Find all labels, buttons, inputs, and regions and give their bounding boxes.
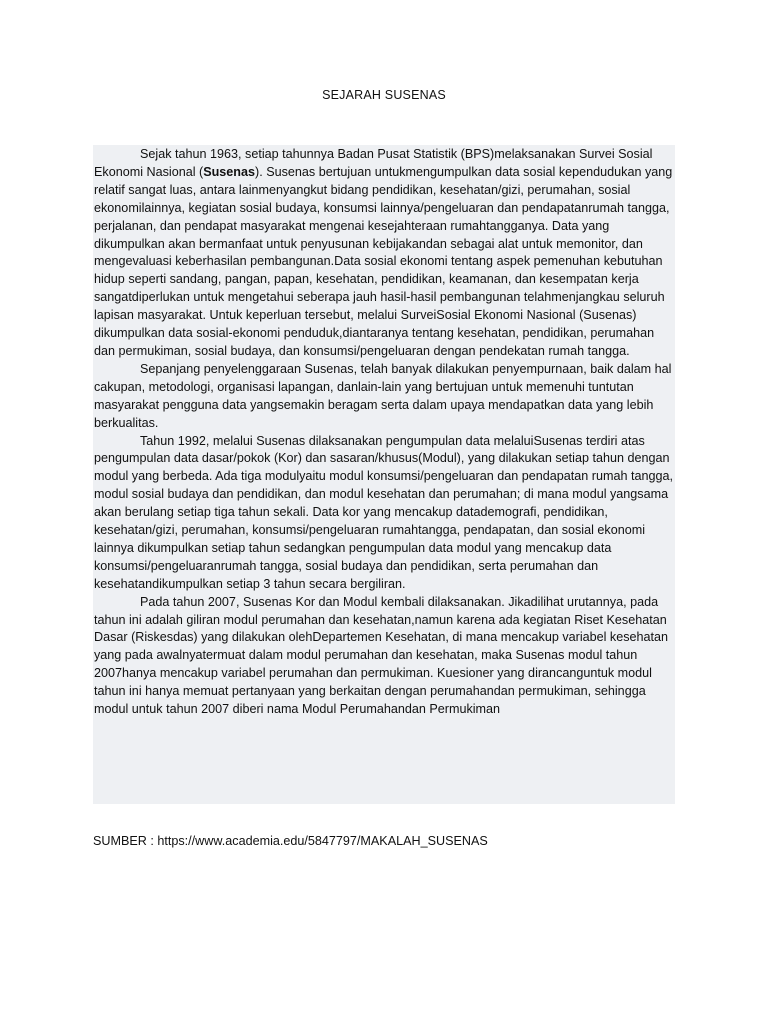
body-text: [94, 146, 676, 719]
paragraph-1-part-2: ). Susenas bertujuan untukmengumpulkan data sosial kependudukan yang relatif sangat luas, antara lainmenyangkut bidang pendidikan, kesehatan/gizi, perumahan, sosial ekonomilainnya, kegiatan sosial budaya, konsumsi lainnya/pengeluaran dan pendapatanrumah tangga, perjalanan, dan pendapat masyarakat mengenai kesejahteraan rumahtangganya. Data yang dikumpulkan akan bermanfaat untuk penyusunan kebijakandan sebagai alat untuk memonitor, dan mengevaluasi keberhasilan pembangunan.Data sosial ekonomi tentang aspek pemenuhan kebutuhan hidup seperti sandang, pangan, papan, kesehatan, pendidikan, keamanan, dan kesempatan kerja sangatdiperlukan untuk mengetahui seberapa jauh hasil-hasil pembangunan telahmenjangkau seluruh lapisan masyarakat. Untuk keperluan tersebut, melalui SurveiSosial Ekonomi Nasional (Susenas) dikumpulkan data sosial-ekonomi penduduk,diantaranya tentang kesehatan, pendidikan, perumahan dan permukiman, sosial budaya, dan konsumsi/pengeluaran dengan pendekatan rumah tangga.: [94, 164, 673, 358]
paragraph-1-part-1: Sejak tahun 1963, setiap tahunnya Badan Pusat Statistik (BPS)melaksanakan Survei Sosial Ekonomi Nasional (: [94, 147, 653, 179]
paragraph-3: Tahun 1992, melalui Susenas dilaksanakan pengumpulan data melaluiSusenas terdiri atas pengumpulan data dasar/pokok (Kor) dan sasaran/khusus(Modul), yang dilakukan setiap tahun dengan modul yang berbeda. Ada tiga modulyaitu modul konsumsi/pengeluaran dan pendapatan rumah tangga, modul sosial budaya dan pendidikan, dan modul kesehatan dan perumahan; di mana modul yangsama akan berulang setiap tiga tahun sekali. Data kor yang mencakup datademografi, pendidikan, kesehatan/gizi, perumahan, konsumsi/pengeluaran rumahtangga, pendapatan, dan sosial ekonomi lainnya dikumpulkan setiap tahun sedangkan pengumpulan data modul yang mencakup data konsumsi/pengeluaranrumah tangga, sosial budaya dan pendidikan, serta perumahan dan kesehatandikumpulkan setiap 3 tahun secara bergiliran.: [94, 433, 674, 591]
document-title: SEJARAH SUSENAS: [322, 88, 446, 102]
paragraph-1: [94, 146, 676, 361]
paragraph-4: Pada tahun 2007, Susenas Kor dan Modul kembali dilaksanakan. Jikadilihat urutannya, pada tahun ini adalah giliran modul perumahan dan kesehatan,namun karena ada kegiatan Riset Kesehatan Dasar (Riskesdas) yang dilakukan olehDepartemen Kesehatan, di mana mencakup variabel kesehatan yang pada awalnyatermuat dalam modul perumahan dan kesehatan, maka Susenas modul tahun 2007hanya mencakup variabel perumahan dan permukiman. Kuesioner yang dirancanguntuk modul tahun ini hanya memuat pertanyaan yang berkaitan dengan perumahandan permukiman, sehingga modul untuk tahun 2007 diberi nama Modul Perumahandan Permukiman: [94, 594, 669, 717]
paragraph-2: Sepanjang penyelenggaraan Susenas, telah banyak dilakukan penyempurnaan, baik dalam hal cakupan, metodologi, organisasi lapangan, danlain-lain yang bertujuan untuk memenuhi tuntutan masyarakat pengguna data yangsemakin beragam serta dalam upaya mendapatkan data yang lebih berkualitas.: [94, 361, 672, 430]
paragraph-1-bold: Susenas: [203, 164, 256, 179]
source-citation: SUMBER : https://www.academia.edu/5847797/MAKALAH_SUSENAS: [93, 834, 488, 848]
